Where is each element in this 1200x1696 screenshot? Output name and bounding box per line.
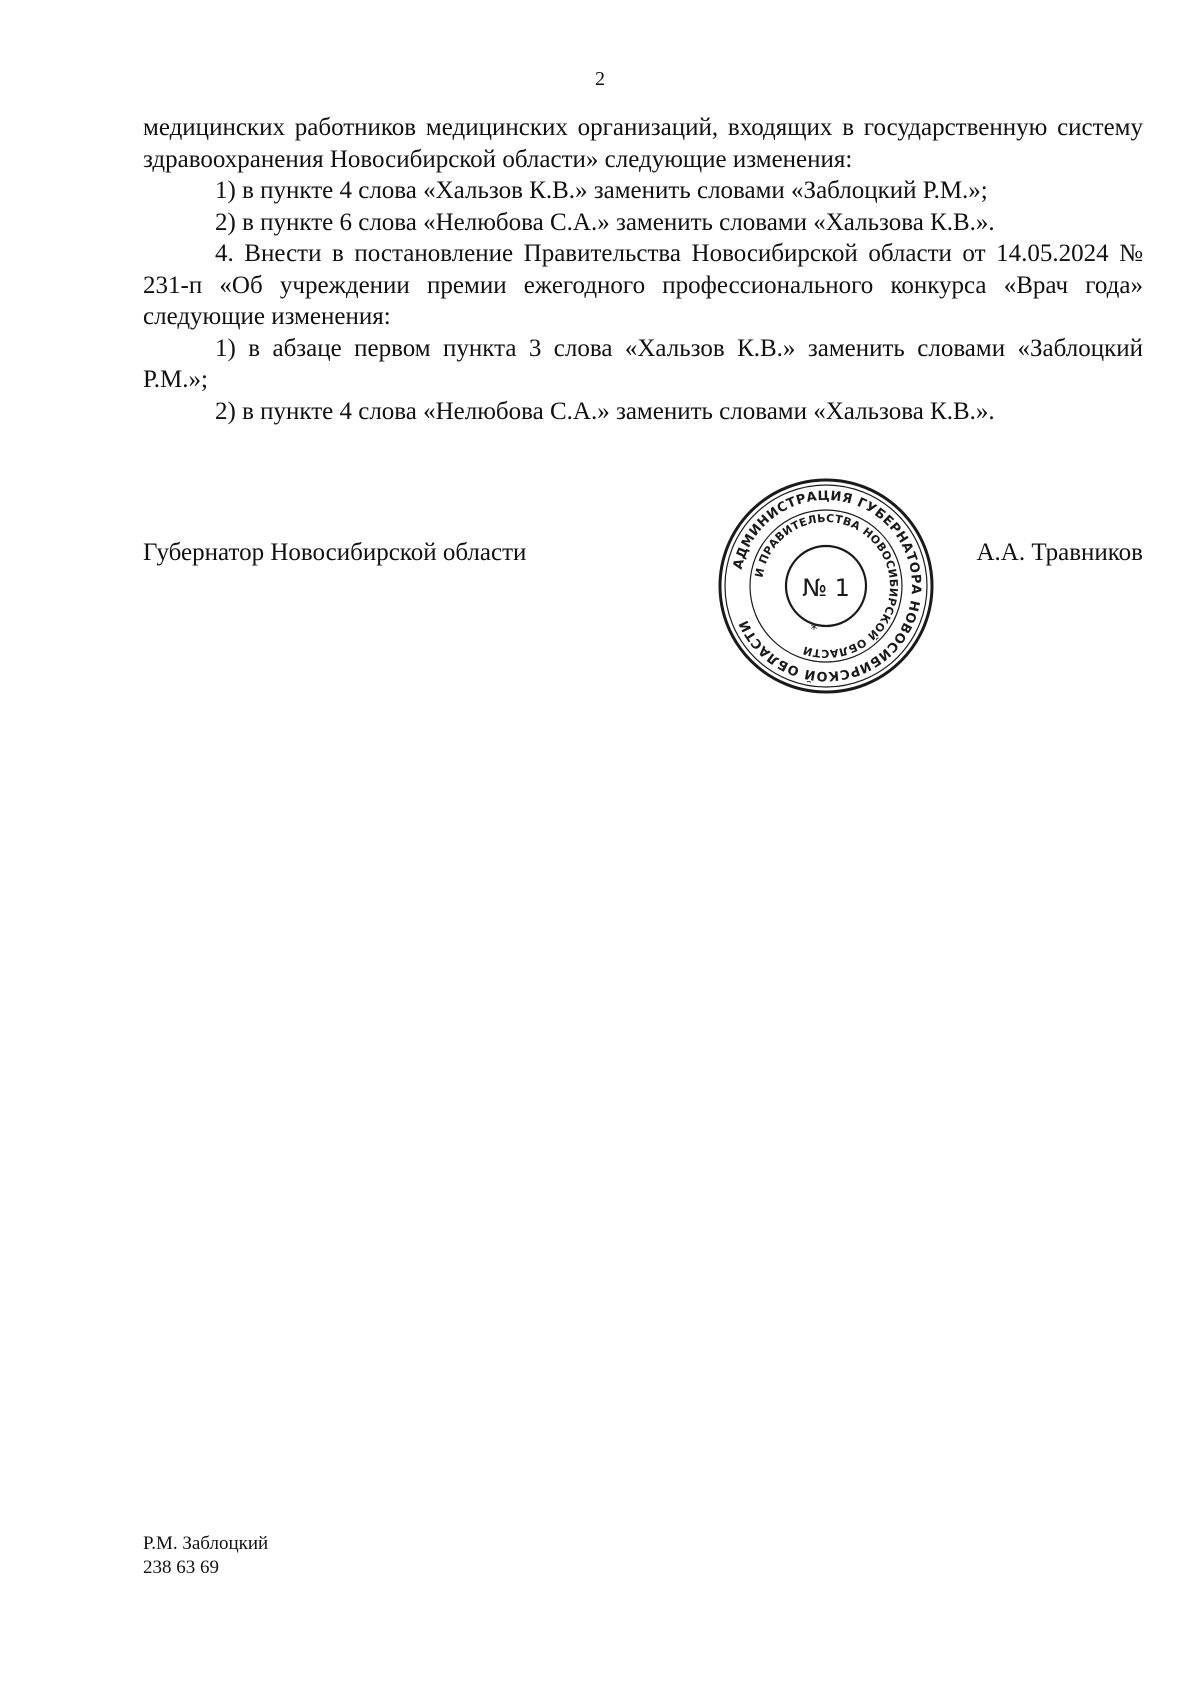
page-number: 2 — [595, 68, 605, 90]
signatory-name: А.А. Травников — [976, 539, 1143, 566]
paragraph: 1) в пункте 4 слова «Хальзов К.В.» заменить словами «Заблоцкий Р.М.»; — [215, 177, 988, 204]
paragraph: 2) в пункте 4 слова «Нелюбова С.А.» заменить словами «Хальзова К.В.». — [215, 397, 995, 425]
seal-center-number: № 1 — [802, 574, 850, 602]
paragraph: 2) в пункте 6 слова «Нелюбова С.А.» заменить словами «Хальзова К.В.». — [215, 208, 995, 236]
paragraph: 4. Внести в постановление Правительства Новосибирской области от 14.05.2024 № 231-п «Об учреждении премии ежегодного профессионального конкурса «Врач года» следующие изменения: — [143, 240, 1143, 330]
executor-name: Р.М. Заблоцкий — [143, 1533, 269, 1554]
seal-star: * — [810, 622, 818, 638]
seal-outer-text: АДМИНИСТРАЦИЯ ГУБЕРНАТОРА НОВОСИБИРСКОЙ ОБЛАСТИ — [730, 488, 924, 684]
document-body — [143, 112, 1143, 427]
executor-phone: 238 63 69 — [143, 1557, 219, 1578]
paragraph: 1) в абзаце первом пункта 3 слова «Хальзов К.В.» заменить словами «Заблоцкий Р.М.»; — [143, 334, 1143, 393]
official-seal — [716, 476, 936, 696]
executor-info — [143, 1532, 268, 1580]
signatory-position: Губернатор Новосибирской области — [143, 539, 527, 566]
seal-inner-text: И ПРАВИТЕЛЬСТВА НОВОСИБИРСКОЙ ОБЛАСТИ — [752, 511, 901, 661]
seal-stamp-icon — [716, 476, 936, 696]
paragraph: медицинских работников медицинских организаций, входящих в государственную систему здравоохранения Новосибирской области» следующие изменения: — [143, 114, 1143, 173]
